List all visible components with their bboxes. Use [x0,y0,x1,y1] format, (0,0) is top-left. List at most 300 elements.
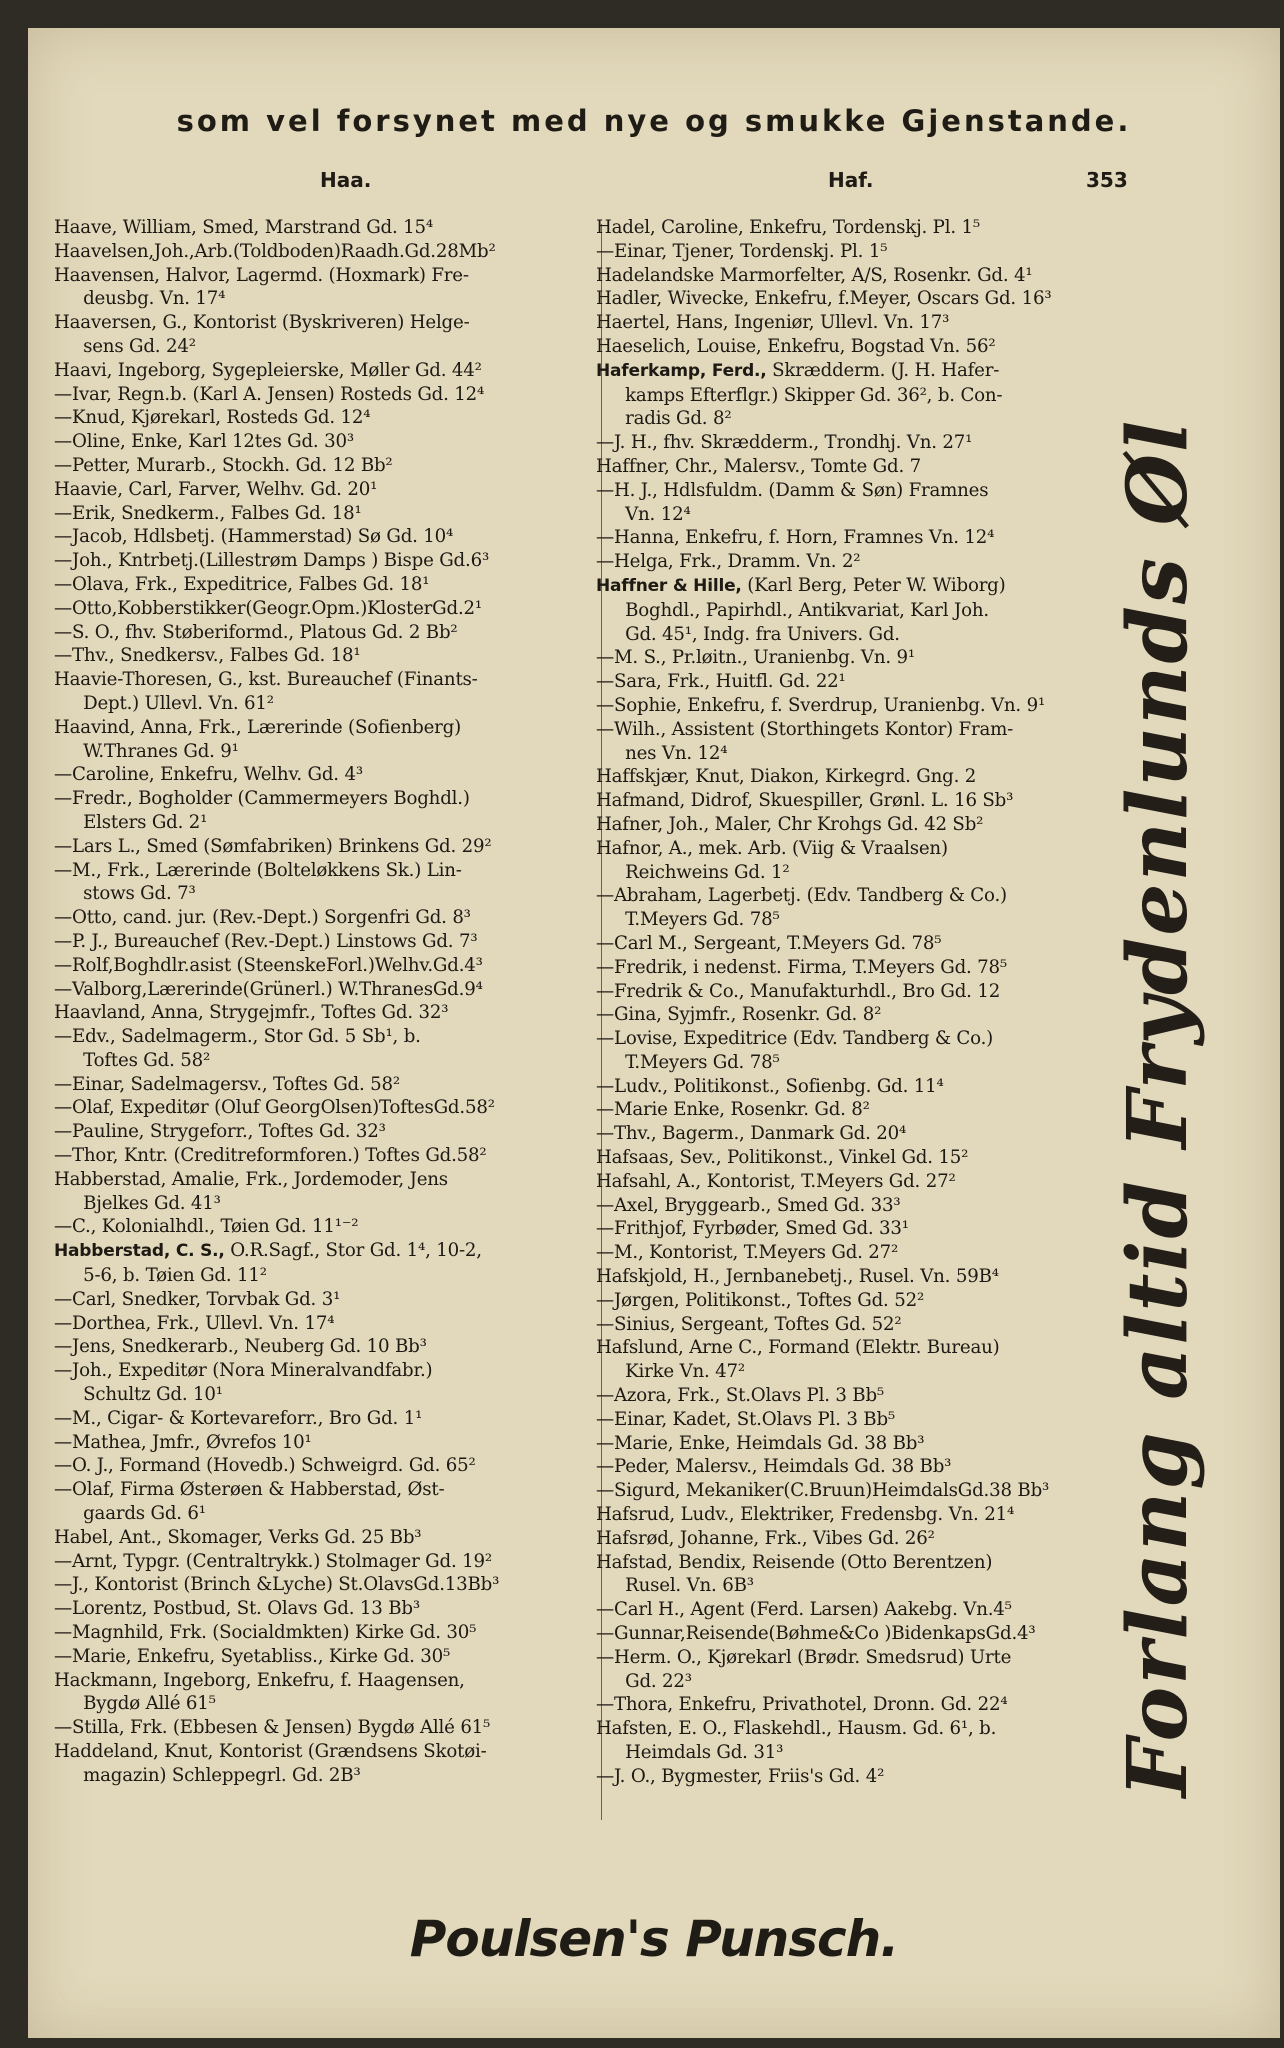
entry-line [54,1289,340,1310]
directory-entry [596,1551,1132,1599]
directory-entry [596,526,1132,550]
entry-text: —O. J., Formand (Hovedb.) Schweigrd. Gd. 65² [54,1455,476,1477]
directory-entry [596,1241,1132,1265]
entry-line [54,622,457,643]
entry-text: —Thv., Bagerm., Danmark Gd. 20⁴ [596,1123,907,1145]
entry-continuation: Gd. 22³ [625,1670,692,1692]
directory-entry [596,1265,1132,1289]
entry-line [596,575,1006,596]
entry-line [54,1145,487,1166]
directory-entry [54,668,614,716]
directory-entry [596,1408,1132,1432]
entry-continuation: Reichweins Gd. 1² [625,861,790,883]
entry-lead-name: Haferkamp, Ferd., [596,360,767,381]
entry-line [596,1266,999,1287]
entry-line [596,695,1045,716]
entry-line [54,1002,448,1023]
directory-entry [596,550,1132,574]
entry-line [54,1169,448,1190]
entry-text: —Hanna, Enkefru, f. Horn, Framnes Vn. 12⁴ [596,527,995,549]
entry-text: —Rolf,Boghdlr.asist (SteenskeForl.)Welhv.Gd.4³ [54,954,483,976]
entry-line [596,671,846,692]
directory-entry [596,574,1132,646]
entry-line [596,217,980,238]
directory-entry [54,1073,614,1097]
directory-entry [54,716,614,764]
entry-text: —H. J., Hdlsfuldm. (Damm & Søn) Framnes [596,479,989,501]
directory-entry [596,335,1132,359]
entry-lead-name: Habberstad, C. S., [54,1241,225,1262]
entry-text: —Gina, Syjmfr., Rosenkr. Gd. 8² [596,1004,882,1026]
directory-entry [54,1335,614,1359]
entry-line [596,456,921,477]
directory-entry [54,1025,614,1073]
entry-text: —Erik, Snedkerm., Falbes Gd. 18¹ [54,502,362,524]
directory-entry [54,835,614,859]
directory-entry [54,906,614,930]
page-number: 353 [1086,168,1128,192]
entry-text: —Thv., Snedkersv., Falbes Gd. 18¹ [54,645,361,667]
directory-entry [596,932,1132,956]
entry-line [54,907,471,928]
entry-line [596,1409,895,1430]
directory-entry [54,1359,614,1407]
entry-line [596,551,860,572]
entry-continuation: Schultz Gd. 10¹ [83,1384,223,1406]
entry-line [54,1598,420,1619]
directory-entry [596,813,1132,837]
entry-text: —J., Kontorist (Brinch &Lyche) St.OlavsGd.13Bb³ [54,1574,500,1596]
entry-text: Hafskjold, H., Jernbanebetj., Rusel. Vn. 59B⁴ [596,1266,999,1288]
directory-entry [54,763,614,787]
entry-text: Hafslund, Arne C., Formand (Elektr. Bureau) [596,1337,1000,1359]
entry-line [596,1171,956,1192]
directory-page [28,28,1280,2038]
entry-text: —Thora, Enkefru, Privathotel, Dronn. Gd. 22⁴ [596,1694,1008,1716]
directory-entry [54,1001,614,1025]
directory-entry [596,980,1132,1004]
entry-text: —Wilh., Assistent (Storthingets Kontor) Fram- [596,718,1014,740]
directory-entry [54,1120,614,1144]
entry-text: Hafsrød, Johanne, Frk., Vibes Gd. 26² [596,1527,935,1549]
entry-text: Haave, William, Smed, Marstrand Gd. 15⁴ [54,217,433,238]
entry-line [596,527,994,548]
entry-text: Haavi, Ingeborg, Sygepleierske, Møller Gd. 44² [54,359,482,381]
directory-entry [596,1598,1132,1622]
entry-line [54,312,470,333]
entry-text: —J. O., Bygmester, Friis's Gd. 4² [596,1765,885,1787]
entry-line [54,598,482,619]
left-column [54,216,614,1788]
entry-line [54,384,484,405]
entry-text: Habel, Ant., Skomager, Verks Gd. 25 Bb³ [54,1526,422,1548]
entry-line [54,931,477,952]
entry-text: Hafsahl, A., Kontorist, T.Meyers Gd. 27² [596,1170,956,1192]
entry-line [54,1646,450,1667]
entry-line [596,1195,901,1216]
directory-entry [54,1740,614,1788]
directory-entry [54,573,614,597]
directory-entry [596,1122,1132,1146]
entry-line [54,979,483,1000]
entry-text: Hafsaas, Sev., Politikonst., Vinkel Gd. 15² [596,1147,969,1169]
directory-entry [596,884,1132,932]
entry-line [54,574,429,595]
entry-continuation: Bjelkes Gd. 41³ [83,1192,221,1214]
directory-entry [596,264,1132,288]
entry-line [596,241,887,262]
entry-line [596,1385,884,1406]
directory-entry [54,359,614,383]
directory-entry [596,1479,1132,1503]
entry-text: —Jacob, Hdlsbetj. (Hammerstad) Sø Gd. 10⁴ [54,526,454,548]
entry-text: —Carl M., Sergeant, T.Meyers Gd. 78⁵ [596,932,942,954]
entry-text: —Oline, Enke, Karl 12tes Gd. 30³ [54,431,354,453]
directory-entry [596,1146,1132,1170]
entry-text: —Einar, Tjener, Tordenskj. Pl. 1⁵ [596,240,888,262]
entry-line [54,717,461,738]
entry-line [596,1456,951,1477]
directory-entry [54,1312,614,1336]
entry-text: Hadler, Wivecke, Enkefru, f.Meyer, Oscars Gd. 16³ [596,288,1052,310]
directory-entry [54,621,614,645]
entry-line [54,407,370,428]
entry-line [54,788,470,809]
entry-text: Haffskjær, Knut, Diakon, Kirkegrd. Gng. 2 [596,766,977,788]
entry-line [54,1360,432,1381]
entry-continuation: stows Gd. 7³ [83,883,196,905]
entry-line [54,265,469,286]
entry-line [596,1480,1049,1501]
entry-text: —Knud, Kjørekarl, Rosteds Gd. 12⁴ [54,407,371,429]
entry-text: Haavind, Anna, Frk., Lærerinde (Sofienberg) [54,716,462,738]
side-advertisement: Forlang altid Frydenlunds Øl [1110,418,1206,1798]
entry-line [596,360,999,381]
entry-text: —Caroline, Enkefru, Welhv. Gd. 4³ [54,764,363,786]
entry-continuation: gaards Gd. 6¹ [83,1503,206,1525]
header-right: Haf. [828,168,874,192]
entry-text: —Herm. O., Kjørekarl (Brødr. Smedsrud) Urte [596,1646,1012,1668]
directory-entry [596,1194,1132,1218]
entry-line [596,957,1007,978]
entry-text: —Arnt, Typgr. (Centraltrykk.) Stolmager Gd. 19² [54,1550,492,1572]
entry-line [54,217,433,238]
entry-line [596,1314,902,1335]
entry-text: —S. O., fhv. Støberiformd., Platous Gd. 2 Bb² [54,621,458,643]
entry-line [596,1242,898,1263]
entry-line [596,1123,906,1144]
directory-entry [54,240,614,264]
directory-entry [596,311,1132,335]
directory-entry [54,1573,614,1597]
directory-entry [54,978,614,1002]
entry-line [54,1622,476,1643]
directory-entry [596,1432,1132,1456]
header-left: Haa. [320,168,372,192]
entry-line [54,860,462,881]
directory-entry [596,1098,1132,1122]
entry-continuation: Boghdl., Papirhdl., Antikvariat, Karl Joh. [625,599,989,621]
entry-line [596,1528,935,1549]
entry-text: —Otto,Kobberstikker(Geogr.Opm.)KlosterGd.2¹ [54,597,482,619]
entry-text: —M., Cigar- & Kortevareforr., Bro Gd. 1¹ [54,1407,423,1429]
directory-entry [54,1669,614,1717]
entry-line [54,431,354,452]
entry-line [596,885,1007,906]
entry-line [596,933,941,954]
entry-text: Haavland, Anna, Strygejmfr., Toftes Gd. 32³ [54,1002,449,1024]
directory-entry [54,478,614,502]
entry-continuation: nes Vn. 12⁴ [625,742,728,764]
entry-continuation: Dept.) Ullevl. Vn. 61² [83,692,274,714]
entry-line [596,1694,1007,1715]
entry-line [54,645,360,666]
directory-entry [596,1075,1132,1099]
entry-text: —Axel, Bryggearb., Smed Gd. 33³ [596,1194,901,1216]
entry-text: Haavelsen,Joh.,Arb.(Toldboden)Raadh.Gd.28Mb² [54,240,496,262]
entry-line [54,1121,386,1142]
entry-line [596,312,949,333]
entry-text: —Fredrik & Co., Manufakturhdl., Bro Gd. 12 [596,980,1001,1002]
entry-text: —Gunnar,Reisende(Bøhme&Co )BidenkapsGd.4³ [596,1623,1036,1645]
entry-text: —Olaf, Expeditør (Oluf GeorgOlsen)ToftesGd.58² [54,1097,495,1119]
entry-text: Haeselich, Louise, Enkefru, Bogstad Vn. 56² [596,335,996,357]
entry-text: Haaversen, G., Kontorist (Byskriveren) Helge- [54,312,470,334]
entry-text: (Karl Berg, Peter W. Wiborg) [741,574,1006,596]
entry-text: —Petter, Murarb., Stockh. Gd. 12 Bb² [54,454,393,476]
directory-entry [596,1765,1132,1789]
entry-text: —P. J., Bureauchef (Rev.-Dept.) Linstows Gd. 7³ [54,930,478,952]
entry-continuation: Gd. 45¹, Indg. fra Univers. Gd. [625,623,900,645]
entry-text: —Sinius, Sergeant, Toftes Gd. 52² [596,1313,902,1335]
directory-entry [596,216,1132,240]
entry-text: —Einar, Sadelmagersv., Toftes Gd. 58² [54,1073,400,1095]
entry-text: —Edv., Sadelmagerm., Stor Gd. 5 Sb¹, b. [54,1026,421,1048]
directory-entry [54,454,614,478]
entry-line [596,1337,1000,1358]
entry-line [54,1670,465,1691]
entry-continuation: T.Meyers Gd. 78⁵ [625,1051,780,1073]
entry-text: O.R.Sagf., Stor Gd. 1⁴, 10-2, [224,1240,482,1262]
entry-text: —Lars L., Smed (Sømfabriken) Brinkens Gd. 29² [54,835,492,857]
directory-entry [596,1003,1132,1027]
entry-line [54,360,482,381]
directory-entry [54,264,614,312]
directory-entry [54,787,614,835]
entry-line [596,432,972,453]
entry-text: —Sophie, Enkefru, f. Sverdrup, Uranienbg. Vn. 9¹ [596,694,1046,716]
directory-entry [596,694,1132,718]
directory-entry [596,646,1132,670]
entry-text: —Dorthea, Frk., Ullevl. Vn. 17⁴ [54,1312,335,1334]
entry-text: Hafmand, Didrof, Skuespiller, Grønl. L. 16 Sb³ [596,790,1014,812]
directory-entry [54,430,614,454]
entry-text: Haertel, Hans, Ingeniør, Ullevl. Vn. 17³ [596,312,950,334]
directory-entry [54,1454,614,1478]
entry-line [596,1147,968,1168]
entry-line [596,265,1032,286]
directory-entry [54,1478,614,1526]
entry-line [54,1479,444,1500]
directory-entry [54,525,614,549]
entry-line [54,955,483,976]
entry-continuation: Vn. 12⁴ [625,503,691,525]
entry-continuation: Heimdals Gd. 31³ [625,1742,784,1763]
directory-entry [596,718,1132,766]
entry-text: —Azora, Frk., St.Olavs Pl. 3 Bb⁵ [596,1385,885,1407]
entry-line [54,1455,476,1476]
entry-text: —Lorentz, Postbud, St. Olavs Gd. 13 Bb³ [54,1598,420,1620]
directory-entry [596,837,1132,885]
bottom-advertisement: Poulsen's Punsch. [409,1910,899,1968]
entry-line [54,764,363,785]
top-banner: som vel forsynet med nye og smukke Gjenstande. [176,104,1132,138]
entry-continuation: kamps Efterflgr.) Skipper Gd. 36², b. Con- [625,384,1003,406]
directory-entry [596,789,1132,813]
entry-text: —Abraham, Lagerbetj. (Edv. Tandberg & Co.) [596,885,1007,907]
entry-text: Haavie-Thoresen, G., kst. Bureauchef (Finants- [54,669,478,691]
entry-text: —Marie Enke, Rosenkr. Gd. 8² [596,1099,870,1121]
directory-entry [54,406,614,430]
directory-entry [596,1336,1132,1384]
directory-entry [54,1096,614,1120]
entry-text: —Lovise, Expeditrice (Edv. Tandberg & Co.) [596,1028,994,1050]
entry-line [54,669,478,690]
entry-text: —Magnhild, Frk. (Socialdmkten) Kirke Gd. 30⁵ [54,1622,477,1644]
entry-line [596,1433,924,1454]
entry-line [54,1097,495,1118]
directory-entry [54,1407,614,1431]
entry-line [596,1552,992,1573]
entry-text: —Olava, Frk., Expeditrice, Falbes Gd. 18¹ [54,573,430,595]
directory-entry [596,1527,1132,1551]
entry-text: Hafsrud, Ludv., Elektriker, Fredensbg. Vn. 21⁴ [596,1504,1015,1526]
directory-entry [596,1384,1132,1408]
directory-entry [596,455,1132,479]
entry-line [596,480,988,501]
entry-line [54,526,453,547]
directory-entry [54,1597,614,1621]
entry-line [596,1218,909,1239]
directory-entry [596,670,1132,694]
entry-text: —Jens, Snedkerarb., Neuberg Gd. 10 Bb³ [54,1336,427,1358]
entry-text: —Marie, Enkefru, Syetabliss., Kirke Gd. 30⁵ [54,1645,451,1667]
entry-line [54,1527,421,1548]
right-column [596,216,1132,1789]
entry-line [54,1432,312,1453]
directory-entry [54,502,614,526]
entry-text: Haavie, Carl, Farver, Welhv. Gd. 20¹ [54,478,378,500]
entry-text: —Otto, cand. jur. (Rev.-Dept.) Sorgenfri Gd. 8³ [54,907,471,929]
directory-entry [596,431,1132,455]
directory-entry [596,765,1132,789]
directory-entry [54,1645,614,1669]
entry-continuation: T.Meyers Gd. 78⁵ [625,909,780,931]
entry-text: —Helga, Frk., Dramm. Vn. 2² [596,551,861,573]
directory-entry [596,1646,1132,1694]
directory-entry [596,1622,1132,1646]
entry-line [54,1074,400,1095]
directory-entry [54,549,614,573]
entry-line [54,455,393,476]
entry-line [54,241,496,262]
entry-text: —Marie, Enke, Heimdals Gd. 38 Bb³ [596,1432,925,1454]
directory-entry [54,1239,614,1288]
entry-line [54,1574,499,1595]
directory-entry [596,1217,1132,1241]
directory-entry [596,240,1132,264]
directory-entry [596,479,1132,527]
entry-line [54,1717,490,1738]
directory-entry [54,1621,614,1645]
entry-text: —Ivar, Regn.b. (Karl A. Jensen) Rosteds Gd. 12⁴ [54,383,485,405]
entry-text: —Fredrik, i nedenst. Firma, T.Meyers Gd. 78⁵ [596,956,1008,978]
entry-continuation: radis Gd. 8² [625,408,732,430]
directory-entry [54,216,614,240]
entry-text: Haavensen, Halvor, Lagermd. (Hoxmark) Fre- [54,264,469,286]
entry-text: —Valborg,Lærerinde(Grünerl.) W.ThranesGd.9⁴ [54,978,483,1000]
entry-text: —Sigurd, Mekaniker(C.Bruun)HeimdalsGd.38 Bb³ [596,1480,1050,1502]
entry-line [596,1504,1014,1525]
directory-entry [596,1170,1132,1194]
entry-text: Hadel, Caroline, Enkefru, Tordenskj. Pl. 1⁵ [596,217,980,238]
entry-line [54,1313,334,1334]
directory-entry [54,644,614,668]
entry-line [54,1408,422,1429]
entry-text: Haffner, Chr., Malersv., Tomte Gd. 7 [596,455,921,477]
directory-entry [54,1215,614,1239]
entry-line [54,479,377,500]
entry-text: Hafstad, Bendix, Reisende (Otto Berentzen) [596,1551,993,1573]
entry-continuation: sens Gd. 24² [83,335,196,357]
entry-text: —M., Kontorist, T.Meyers Gd. 27² [596,1242,899,1264]
directory-entry [596,956,1132,980]
entry-line [54,1026,421,1047]
entry-line [54,1216,358,1237]
entry-line [596,1623,1036,1644]
entry-line [596,1290,924,1311]
entry-line [596,766,976,787]
entry-text: Hafsten, E. O., Flaskehdl., Hausm. Gd. 6¹, b. [596,1718,997,1740]
directory-entry [54,1716,614,1740]
entry-text: —Thor, Kntr. (Creditreformforen.) Toftes Gd.58² [54,1145,487,1167]
entry-text: —Jørgen, Politikonst., Toftes Gd. 52² [596,1289,925,1311]
directory-entry [54,1144,614,1168]
entry-text: —M. S., Pr.løitn., Uranienbg. Vn. 9¹ [596,647,915,669]
entry-line [54,503,362,524]
entry-text: Habberstad, Amalie, Frk., Jordemoder, Jens [54,1168,448,1190]
directory-entry [596,1503,1132,1527]
directory-entry [596,1027,1132,1075]
entry-text: —Joh., Expeditør (Nora Mineralvandfabr.) [54,1360,433,1382]
directory-entry [54,930,614,954]
entry-continuation: 5-6, b. Tøien Gd. 11² [83,1265,267,1287]
entry-line [54,1240,482,1261]
entry-line [596,647,915,668]
entry-text: —J. H., fhv. Skrædderm., Trondhj. Vn. 27¹ [596,432,973,454]
entry-text: —Carl H., Agent (Ferd. Larsen) Aakebg. Vn.4⁵ [596,1599,1012,1621]
entry-line [54,550,489,571]
entry-text: —Stilla, Frk. (Ebbesen & Jensen) Bygdø Allé 61⁵ [54,1717,491,1739]
entry-text: —Pauline, Strygeforr., Toftes Gd. 32³ [54,1121,386,1143]
entry-text: —Einar, Kadet, St.Olavs Pl. 3 Bb⁵ [596,1408,895,1430]
directory-entry [596,1455,1132,1479]
entry-line [596,981,1000,1002]
directory-entry [54,597,614,621]
directory-entry [54,1550,614,1574]
entry-text: —Carl, Snedker, Torvbak Gd. 3¹ [54,1288,341,1310]
directory-entry [54,311,614,359]
